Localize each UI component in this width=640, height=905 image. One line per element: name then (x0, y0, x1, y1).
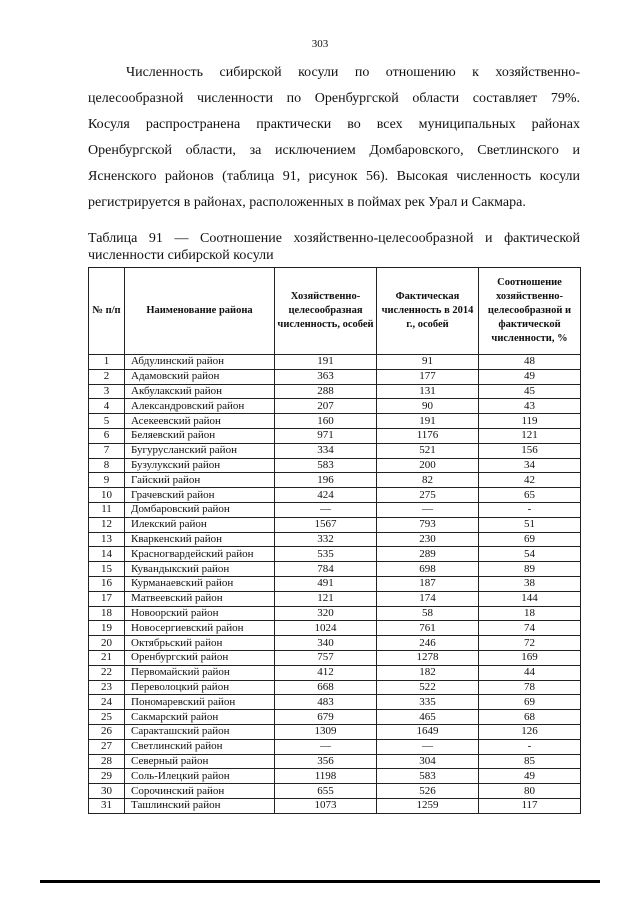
district-name: Асекеевский район (125, 414, 275, 429)
table-row (89, 488, 581, 503)
actual-population: 230 (377, 532, 479, 547)
population-ratio: 43 (479, 399, 581, 414)
table-row (89, 384, 581, 399)
population-ratio: 48 (479, 355, 581, 370)
row-number: 18 (89, 606, 125, 621)
paragraph-line: целесообразной численности по Оренбургской области составляет 79%. (88, 91, 580, 106)
table-row (89, 355, 581, 370)
row-number: 9 (89, 473, 125, 488)
header-number: № п/п (89, 268, 125, 355)
table-row (89, 428, 581, 443)
row-number: 6 (89, 428, 125, 443)
target-population: 1309 (275, 724, 377, 739)
population-ratio: 126 (479, 724, 581, 739)
actual-population: 698 (377, 562, 479, 577)
target-population: 320 (275, 606, 377, 621)
target-population: 1073 (275, 798, 377, 813)
target-population: 356 (275, 754, 377, 769)
table-row (89, 547, 581, 562)
target-population: 340 (275, 636, 377, 651)
target-population: 363 (275, 369, 377, 384)
row-number: 2 (89, 369, 125, 384)
row-number: 25 (89, 710, 125, 725)
population-ratio: 89 (479, 562, 581, 577)
district-name: Абдулинский район (125, 355, 275, 370)
row-number: 15 (89, 562, 125, 577)
table-row (89, 517, 581, 532)
population-ratio: 45 (479, 384, 581, 399)
district-name: Курманаевский район (125, 576, 275, 591)
actual-population: — (377, 502, 479, 517)
actual-population: 275 (377, 488, 479, 503)
header-target-population: Хозяйственно-целесообразная численность, особей (275, 268, 377, 355)
table-row (89, 591, 581, 606)
actual-population: 131 (377, 384, 479, 399)
district-name: Александровский район (125, 399, 275, 414)
district-name: Матвеевский район (125, 591, 275, 606)
district-name: Соль-Илецкий район (125, 769, 275, 784)
population-ratio: 18 (479, 606, 581, 621)
target-population: 655 (275, 784, 377, 799)
target-population: 288 (275, 384, 377, 399)
district-name: Бузулукский район (125, 458, 275, 473)
table-header-row (89, 268, 581, 355)
table-row (89, 532, 581, 547)
paragraph-line: Ясненского районов (таблица 91, рисунок 56). Высокая численность косули (88, 169, 580, 184)
deer-population-table (88, 267, 581, 814)
district-name: Кувандыкский район (125, 562, 275, 577)
row-number: 22 (89, 665, 125, 680)
target-population: 160 (275, 414, 377, 429)
table-row (89, 724, 581, 739)
row-number: 26 (89, 724, 125, 739)
row-number: 28 (89, 754, 125, 769)
actual-population: 1259 (377, 798, 479, 813)
target-population: 668 (275, 680, 377, 695)
district-name: Оренбургский район (125, 650, 275, 665)
district-name: Красногвардейский район (125, 547, 275, 562)
row-number: 17 (89, 591, 125, 606)
actual-population: 304 (377, 754, 479, 769)
table-row (89, 502, 581, 517)
population-ratio: 121 (479, 428, 581, 443)
target-population: 191 (275, 355, 377, 370)
table-row (89, 769, 581, 784)
actual-population: 761 (377, 621, 479, 636)
target-population: 583 (275, 458, 377, 473)
population-ratio: 68 (479, 710, 581, 725)
caption-line: Таблица 91 — Соотношение хозяйственно-целесообразной и фактической (88, 231, 580, 246)
population-ratio: 117 (479, 798, 581, 813)
row-number: 11 (89, 502, 125, 517)
caption-line: численности сибирской косули (88, 248, 274, 263)
population-ratio: 72 (479, 636, 581, 651)
table-row (89, 621, 581, 636)
population-ratio: - (479, 739, 581, 754)
actual-population: 583 (377, 769, 479, 784)
target-population: 207 (275, 399, 377, 414)
paragraph-line: Косуля распространена практически во всех муниципальных районах (88, 117, 580, 132)
population-ratio: 49 (479, 369, 581, 384)
district-name: Бугурусланский район (125, 443, 275, 458)
actual-population: 91 (377, 355, 479, 370)
table-row (89, 606, 581, 621)
table-row (89, 414, 581, 429)
table-row (89, 636, 581, 651)
target-population: 334 (275, 443, 377, 458)
row-number: 14 (89, 547, 125, 562)
actual-population: 58 (377, 606, 479, 621)
population-ratio: 69 (479, 695, 581, 710)
district-name: Новосергиевский район (125, 621, 275, 636)
district-name: Ташлинский район (125, 798, 275, 813)
population-ratio: 169 (479, 650, 581, 665)
actual-population: 82 (377, 473, 479, 488)
row-number: 30 (89, 784, 125, 799)
population-ratio: 156 (479, 443, 581, 458)
target-population: 1024 (275, 621, 377, 636)
actual-population: — (377, 739, 479, 754)
district-name: Грачевский район (125, 488, 275, 503)
target-population: 757 (275, 650, 377, 665)
population-ratio: 78 (479, 680, 581, 695)
table-body (89, 355, 581, 814)
population-ratio: 74 (479, 621, 581, 636)
target-population: 412 (275, 665, 377, 680)
target-population: 971 (275, 428, 377, 443)
target-population: 196 (275, 473, 377, 488)
paragraph-line: Численность сибирской косули по отношению к хозяйственно- (126, 65, 580, 80)
actual-population: 793 (377, 517, 479, 532)
table-row (89, 650, 581, 665)
district-name: Беляевский район (125, 428, 275, 443)
target-population: 535 (275, 547, 377, 562)
table-row (89, 473, 581, 488)
actual-population: 191 (377, 414, 479, 429)
row-number: 29 (89, 769, 125, 784)
actual-population: 521 (377, 443, 479, 458)
actual-population: 289 (377, 547, 479, 562)
table-row (89, 576, 581, 591)
actual-population: 174 (377, 591, 479, 606)
actual-population: 177 (377, 369, 479, 384)
actual-population: 335 (377, 695, 479, 710)
population-ratio: 42 (479, 473, 581, 488)
district-name: Саракташский район (125, 724, 275, 739)
target-population: 1198 (275, 769, 377, 784)
district-name: Новоорский район (125, 606, 275, 621)
actual-population: 522 (377, 680, 479, 695)
row-number: 16 (89, 576, 125, 591)
target-population: — (275, 739, 377, 754)
table-caption (88, 230, 580, 264)
actual-population: 246 (377, 636, 479, 651)
population-ratio: 65 (479, 488, 581, 503)
row-number: 10 (89, 488, 125, 503)
district-name: Адамовский район (125, 369, 275, 384)
district-name: Переволоцкий район (125, 680, 275, 695)
row-number: 8 (89, 458, 125, 473)
actual-population: 1278 (377, 650, 479, 665)
population-ratio: 34 (479, 458, 581, 473)
population-ratio: 80 (479, 784, 581, 799)
district-name: Илекский район (125, 517, 275, 532)
row-number: 13 (89, 532, 125, 547)
district-name: Светлинский район (125, 739, 275, 754)
district-name: Кваркенский район (125, 532, 275, 547)
table-row (89, 443, 581, 458)
actual-population: 182 (377, 665, 479, 680)
actual-population: 200 (377, 458, 479, 473)
row-number: 3 (89, 384, 125, 399)
actual-population: 90 (377, 399, 479, 414)
table-row (89, 458, 581, 473)
population-ratio: 38 (479, 576, 581, 591)
row-number: 1 (89, 355, 125, 370)
header-ratio: Соотношение хозяйственно-целесообразной и фактической численности, % (479, 268, 581, 355)
district-name: Первомайский район (125, 665, 275, 680)
target-population: 424 (275, 488, 377, 503)
target-population: — (275, 502, 377, 517)
actual-population: 1649 (377, 724, 479, 739)
actual-population: 187 (377, 576, 479, 591)
row-number: 4 (89, 399, 125, 414)
table-row (89, 562, 581, 577)
district-name: Пономаревский район (125, 695, 275, 710)
page-number: 303 (311, 38, 329, 50)
target-population: 784 (275, 562, 377, 577)
target-population: 121 (275, 591, 377, 606)
header-actual-population: Фактическая численность в 2014 г., особей (377, 268, 479, 355)
row-number: 20 (89, 636, 125, 651)
target-population: 483 (275, 695, 377, 710)
row-number: 21 (89, 650, 125, 665)
actual-population: 526 (377, 784, 479, 799)
row-number: 5 (89, 414, 125, 429)
population-ratio: 51 (479, 517, 581, 532)
target-population: 1567 (275, 517, 377, 532)
table-row (89, 784, 581, 799)
row-number: 24 (89, 695, 125, 710)
table-row (89, 695, 581, 710)
table-row (89, 754, 581, 769)
row-number: 23 (89, 680, 125, 695)
population-ratio: 49 (479, 769, 581, 784)
table-row (89, 399, 581, 414)
district-name: Домбаровский район (125, 502, 275, 517)
district-name: Октябрьский район (125, 636, 275, 651)
target-population: 491 (275, 576, 377, 591)
population-ratio: 44 (479, 665, 581, 680)
paragraph-line: Оренбургской области, за исключением Домбаровского, Светлинского и (88, 143, 580, 158)
table-row (89, 665, 581, 680)
population-ratio: - (479, 502, 581, 517)
population-ratio: 85 (479, 754, 581, 769)
actual-population: 1176 (377, 428, 479, 443)
row-number: 19 (89, 621, 125, 636)
body-paragraph (88, 60, 580, 216)
population-ratio: 119 (479, 414, 581, 429)
row-number: 31 (89, 798, 125, 813)
district-name: Сорочинский район (125, 784, 275, 799)
row-number: 12 (89, 517, 125, 532)
target-population: 332 (275, 532, 377, 547)
district-name: Сакмарский район (125, 710, 275, 725)
table-row (89, 680, 581, 695)
table-row (89, 798, 581, 813)
target-population: 679 (275, 710, 377, 725)
actual-population: 465 (377, 710, 479, 725)
population-ratio: 144 (479, 591, 581, 606)
district-name: Гайский район (125, 473, 275, 488)
district-name: Акбулакский район (125, 384, 275, 399)
population-ratio: 54 (479, 547, 581, 562)
page-bottom-rule (40, 880, 600, 883)
table-row (89, 369, 581, 384)
district-name: Северный район (125, 754, 275, 769)
row-number: 27 (89, 739, 125, 754)
row-number: 7 (89, 443, 125, 458)
table-row (89, 710, 581, 725)
paragraph-line: регистрируется в районах, расположенных в поймах рек Урал и Сакмара. (88, 195, 526, 210)
population-ratio: 69 (479, 532, 581, 547)
header-district-name: Наименование района (125, 268, 275, 355)
table-row (89, 739, 581, 754)
